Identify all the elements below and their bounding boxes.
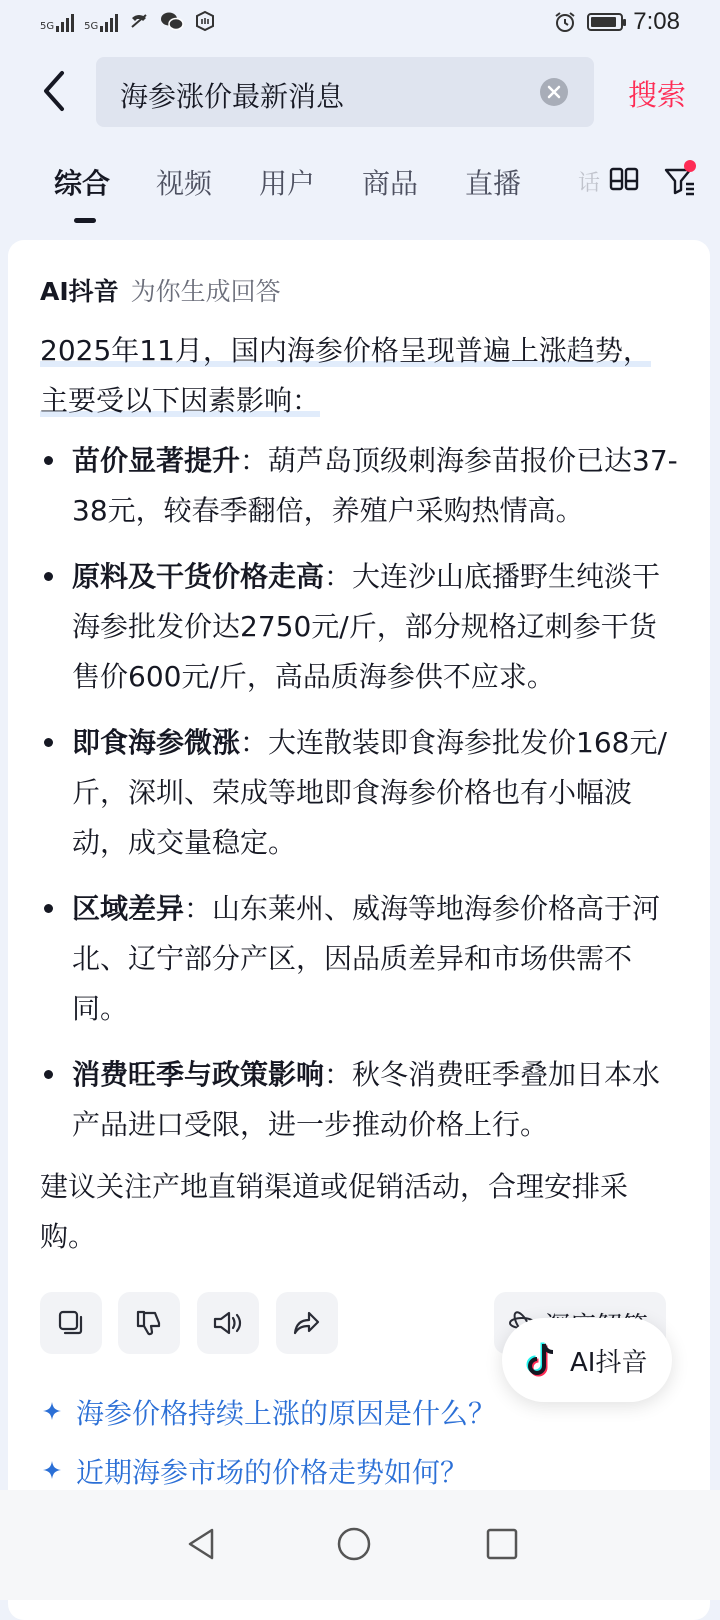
chevron-left-icon	[40, 69, 68, 113]
sparkle-icon	[40, 1458, 66, 1484]
bullet-title: 苗价显著提升	[72, 444, 241, 477]
battery-icon	[587, 13, 623, 31]
bullet-title: 即食海参微涨	[72, 726, 241, 759]
square-recents-icon	[484, 1526, 520, 1562]
back-button[interactable]	[34, 69, 74, 113]
copy-button[interactable]	[40, 1292, 102, 1354]
share-arrow-icon	[292, 1308, 322, 1338]
ai-intro-text	[40, 326, 660, 426]
active-tab-indicator	[74, 218, 96, 223]
tab-live[interactable]: 直播	[465, 167, 522, 200]
list-item	[40, 884, 680, 1034]
bullet-text: ：大连沙山底播野生纯淡干海参批发价达2750元/斤，部分规格辽刺参干货售价600元/斤，高品质海参供不应求。	[72, 560, 661, 693]
layout-toggle-button[interactable]	[608, 164, 640, 196]
search-button[interactable]: 搜索	[628, 78, 687, 112]
status-bar	[0, 0, 720, 50]
search-query: 海参涨价最新消息	[120, 80, 345, 113]
search-input[interactable]	[96, 57, 594, 127]
result-tabs	[0, 150, 720, 230]
status-left	[40, 10, 216, 32]
dual-column-icon	[608, 164, 640, 196]
ai-advice-text: 建议关注产地直销渠道或促销活动，合理安排采购。	[40, 1170, 629, 1253]
status-right	[553, 8, 680, 36]
suggested-question-text: 海参价格持续上涨的原因是什么？	[76, 1397, 497, 1430]
share-button[interactable]	[276, 1292, 338, 1354]
nav-back-button[interactable]	[170, 1512, 234, 1576]
list-item	[40, 552, 680, 702]
tiktok-logo-icon	[522, 1338, 566, 1382]
circle-home-icon	[336, 1526, 372, 1562]
ai-intro-highlight: 2025年11月，国内海参价格呈现普遍上涨趋势，主要受以下因素影响：	[40, 334, 651, 417]
tab-all[interactable]: 综合	[54, 167, 111, 200]
floating-ai-label: AI抖音	[570, 1348, 648, 1378]
nav-recents-button[interactable]	[470, 1512, 534, 1576]
bullet-text: ：大连散装即食海参批发价168元/斤，深圳、荣成等地即食海参价格也有小幅波动，成交量稳定。	[72, 726, 667, 859]
ai-answer-header	[40, 272, 281, 308]
tab-overflow[interactable]: 话	[578, 171, 601, 196]
filter-badge-dot	[684, 160, 696, 172]
app-notification-icon	[194, 10, 216, 32]
battery-fill	[591, 17, 616, 27]
call-muted-icon	[128, 10, 150, 32]
bullet-text: ：葫芦岛顶级刺海参苗报价已达37-38元，较春季翻倍，养殖户采购热情高。	[72, 444, 678, 527]
close-icon	[547, 85, 561, 99]
thumbs-down-icon	[134, 1308, 164, 1338]
suggested-question-text: 近期海参市场的价格走势如何？	[76, 1456, 469, 1489]
sparkle-icon	[40, 1399, 66, 1425]
nav-home-button[interactable]	[322, 1512, 386, 1576]
ai-douyin-floating-button[interactable]	[502, 1318, 672, 1402]
ai-subtitle: 为你生成回答	[130, 277, 281, 306]
system-nav-bar	[0, 1490, 720, 1600]
signal-icon-2	[84, 10, 118, 32]
suggested-question[interactable]	[40, 1451, 468, 1491]
bullet-text: ：秋冬消费旺季叠加日本水产品进口受限，进一步推动价格上行。	[72, 1058, 661, 1141]
ai-source-label: AI抖音	[40, 277, 119, 306]
wechat-icon	[160, 10, 184, 32]
read-aloud-button[interactable]	[197, 1292, 259, 1354]
clear-search-button[interactable]	[540, 78, 568, 106]
dislike-button[interactable]	[118, 1292, 180, 1354]
speaker-icon	[212, 1308, 244, 1338]
bullet-title: 区域差异	[72, 892, 185, 925]
ai-bullet-list	[40, 436, 680, 1166]
copy-icon	[56, 1308, 86, 1338]
status-time: 7:08	[633, 8, 680, 35]
tab-users[interactable]: 用户	[259, 167, 316, 200]
search-header	[0, 55, 720, 127]
network-type-label: 5G	[40, 21, 55, 32]
bullet-text: ：山东莱州、威海等地海参价格高于河北、辽宁部分产区，因品质差异和市场供需不同。	[72, 892, 661, 1025]
suggested-question[interactable]	[40, 1392, 496, 1432]
bullet-title: 消费旺季与政策影响	[72, 1058, 325, 1091]
network-type-label-2: 5G	[84, 21, 99, 32]
list-item	[40, 1050, 680, 1150]
alarm-icon	[553, 10, 577, 34]
list-item	[40, 436, 680, 536]
triangle-back-icon	[184, 1526, 220, 1562]
list-item	[40, 718, 680, 868]
bullet-title: 原料及干货价格走高	[72, 560, 325, 593]
filter-button[interactable]	[662, 160, 698, 200]
signal-icon	[40, 10, 74, 32]
tab-video[interactable]: 视频	[156, 167, 213, 200]
tab-products[interactable]: 商品	[362, 167, 419, 200]
